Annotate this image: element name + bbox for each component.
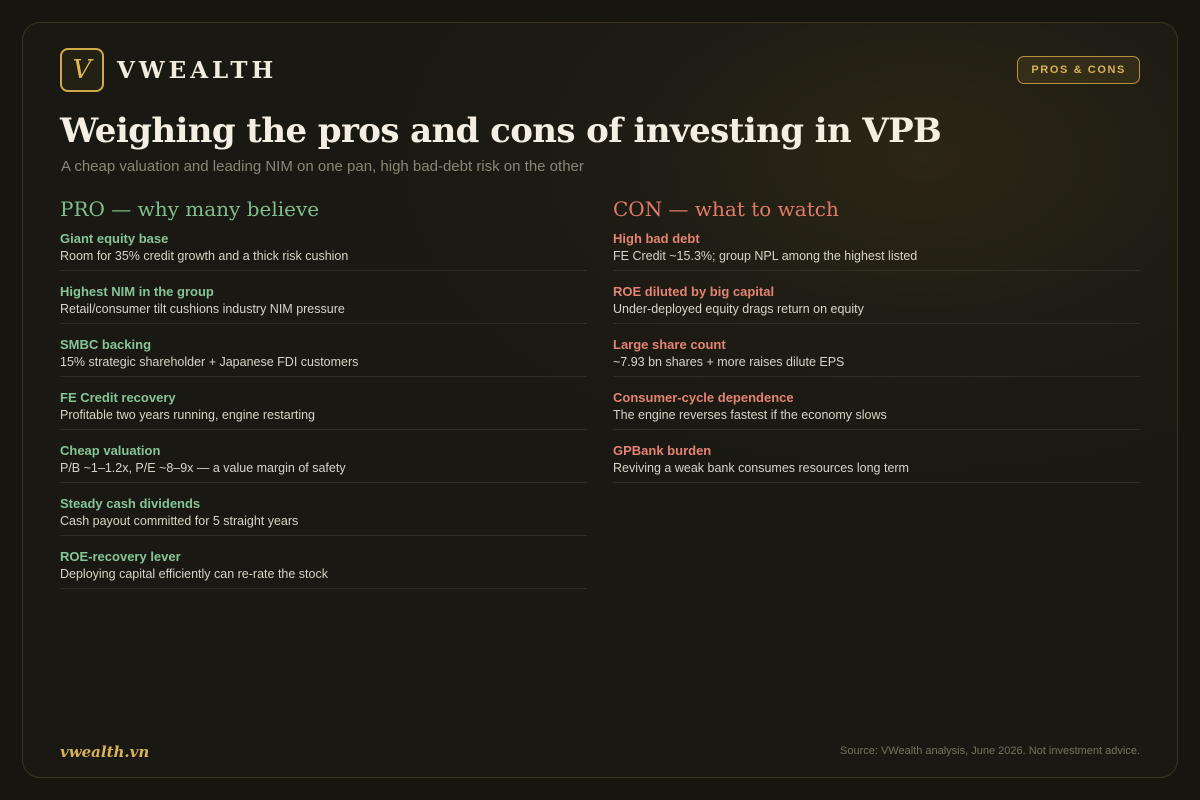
pro-item — [60, 271, 587, 324]
pro-item-title: Cheap valuation — [60, 443, 161, 458]
slide-card — [22, 22, 1178, 778]
brand-name: VWEALTH — [117, 56, 278, 84]
con-item-desc: Reviving a weak bank consumes resources long term — [613, 461, 909, 475]
pro-item-desc: 15% strategic shareholder + Japanese FDI customers — [60, 355, 359, 369]
brand-logo-letter: V — [72, 55, 92, 85]
con-item-title: High bad debt — [613, 231, 700, 246]
con-item — [613, 271, 1140, 324]
con-item-title: GPBank burden — [613, 443, 712, 458]
con-heading: CON — what to watch — [613, 197, 839, 221]
pro-item-title: Highest NIM in the group — [60, 284, 214, 299]
pro-item-title: Steady cash dividends — [60, 496, 201, 511]
con-item — [613, 430, 1140, 483]
pro-heading: PRO — why many believe — [60, 197, 320, 221]
brand-logo-icon — [60, 48, 104, 92]
footer-site-link[interactable]: vwealth.vn — [60, 743, 150, 761]
pro-item — [60, 324, 587, 377]
section-badge: PROS & CONS — [1017, 56, 1140, 84]
pro-item — [60, 218, 587, 271]
pro-item-title: SMBC backing — [60, 337, 152, 352]
page-subtitle: A cheap valuation and leading NIM on one pan, high bad-debt risk on the other — [61, 158, 584, 175]
pro-item-title: Giant equity base — [60, 231, 169, 246]
con-item — [613, 218, 1140, 271]
con-item-desc: FE Credit ~15.3%; group NPL among the highest listed — [613, 249, 918, 263]
pro-item — [60, 483, 587, 536]
con-item-title: Large share count — [613, 337, 726, 352]
con-item-desc: ~7.93 bn shares + more raises dilute EPS — [613, 355, 845, 369]
con-item — [613, 377, 1140, 430]
pro-item-title: FE Credit recovery — [60, 390, 176, 405]
pro-item-desc: Retail/consumer tilt cushions industry NIM pressure — [60, 302, 345, 316]
con-column — [613, 197, 1140, 483]
pro-item-desc: Room for 35% credit growth and a thick risk cushion — [60, 249, 349, 263]
page-title: Weighing the pros and cons of investing in VPB — [60, 111, 942, 151]
pro-item-desc: Cash payout committed for 5 straight years — [60, 514, 299, 528]
con-item-desc: The engine reverses fastest if the economy slows — [613, 408, 887, 422]
con-item-title: ROE diluted by big capital — [613, 284, 775, 299]
pro-item — [60, 430, 587, 483]
pro-column — [60, 197, 587, 589]
pro-item — [60, 536, 587, 589]
con-item-title: Consumer-cycle dependence — [613, 390, 794, 405]
pro-item — [60, 377, 587, 430]
footer-source-note: Source: VWealth analysis, June 2026. Not investment advice. — [839, 745, 1140, 757]
pro-item-desc: Profitable two years running, engine restarting — [60, 408, 316, 422]
con-item — [613, 324, 1140, 377]
pro-item-title: ROE-recovery lever — [60, 549, 181, 564]
brand — [60, 48, 277, 92]
con-item-desc: Under-deployed equity drags return on equity — [613, 302, 864, 316]
pro-item-desc: P/B ~1–1.2x, P/E ~8–9x — a value margin of safety — [60, 461, 346, 475]
pro-item-desc: Deploying capital efficiently can re-rate the stock — [60, 567, 328, 581]
